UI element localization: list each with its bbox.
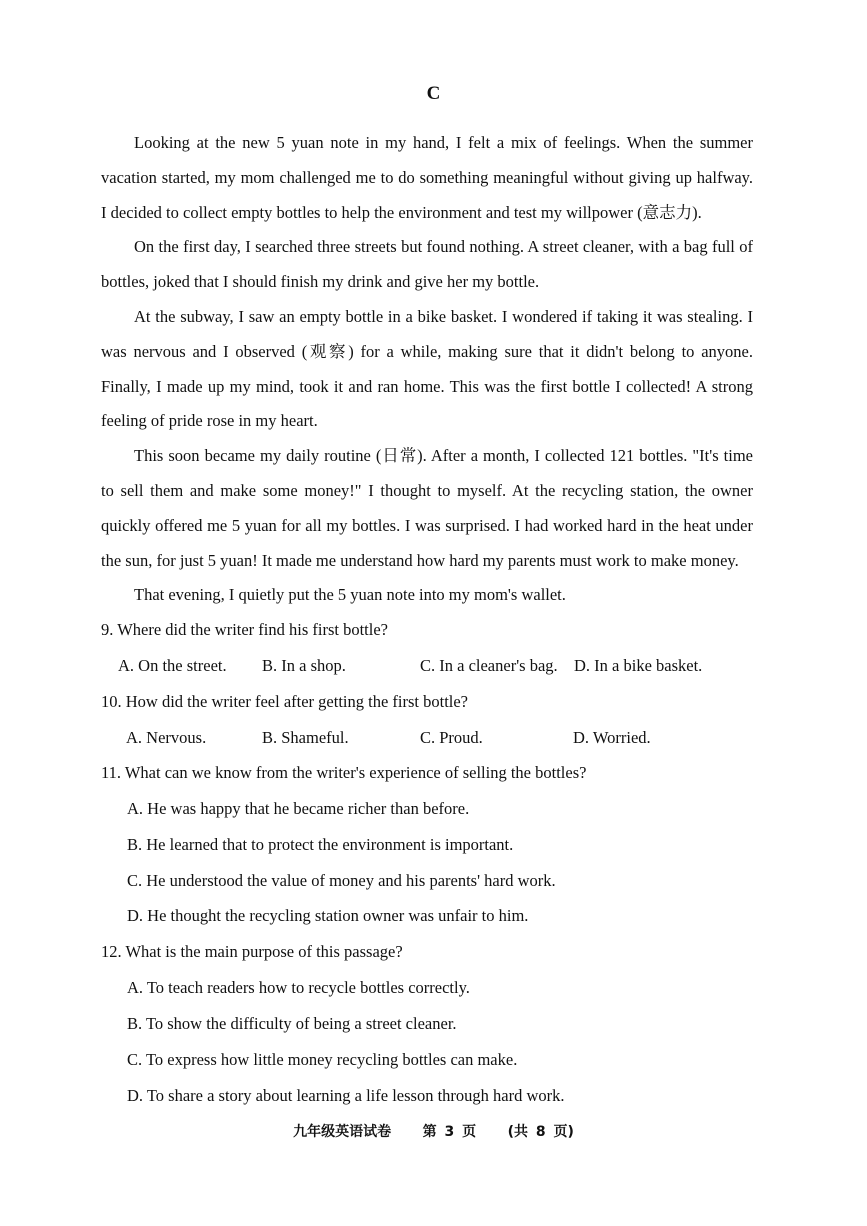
passage-paragraph: This soon became my daily routine (日常). After a month, I collected 121 bottles. "It's time to sell them and make some money!" I thought to myself. At the recycling station, the owner quickly offered me 5 yuan for all my bottles. I was surprised. I had worked hard in the heat under the sun, for just 5 yuan! It made me understand how hard my parents must work to make money.	[101, 446, 753, 570]
option-a: A. He was happy that he became richer than before.	[127, 799, 470, 818]
option-d: D. Worried.	[573, 727, 651, 747]
page-total: (共 8 页)	[507, 1124, 574, 1140]
reading-passage	[101, 126, 753, 613]
question-9	[101, 612, 781, 684]
question-stem: 11. What can we know from the writer's experience of selling the bottles?	[101, 763, 587, 782]
passage-paragraph: That evening, I quietly put the 5 yuan note into my mom's wallet.	[134, 585, 566, 605]
option-row	[101, 720, 781, 756]
option-c: C. Proud.	[420, 727, 483, 747]
question-11	[101, 755, 781, 934]
option-a: A. To teach readers how to recycle bottles correctly.	[127, 978, 470, 998]
option-a: A. On the street.	[118, 656, 227, 675]
option-a: A. Nervous.	[126, 727, 207, 747]
question-10	[101, 684, 781, 756]
option-d: D. In a bike basket.	[574, 656, 703, 675]
option-b: B. He learned that to protect the environment is important.	[127, 834, 514, 854]
question-list	[101, 612, 781, 1113]
passage-paragraph: Looking at the new 5 yuan note in my hand, I felt a mix of feelings. When the summer vacation started, my mom challenged me to do something meaningful without giving up halfway. I decided to collect empty bottles to help the environment and test my willpower (意志力).	[101, 133, 753, 222]
question-stem: 10. How did the writer feel after getting the first bottle?	[101, 691, 469, 711]
option-c: C. He understood the value of money and his parents' hard work.	[127, 870, 556, 890]
option-d: D. He thought the recycling station owner was unfair to him.	[127, 906, 529, 926]
page-number: 第 3 页	[422, 1124, 477, 1140]
section-heading: C	[426, 83, 441, 104]
page-footer	[0, 1122, 867, 1142]
question-stem: 9. Where did the writer find his first bottle?	[101, 620, 388, 639]
passage-paragraph: At the subway, I saw an empty bottle in a bike basket. I wondered if taking it was stealing. I was nervous and I observed (观察) for a while, making sure that it didn't belong to anyone. Finally, I made up my mind, took it and ran home. This was the first bottle I collected! A strong feeling of pride rose in my heart.	[101, 306, 753, 431]
option-b: B. Shameful.	[262, 727, 349, 747]
option-c: C. To express how little money recycling bottles can make.	[127, 1049, 518, 1069]
option-b: B. In a shop.	[262, 656, 346, 675]
passage-paragraph: On the first day, I searched three streets but found nothing. A street cleaner, with a bag full of bottles, joked that I should finish my drink and give her my bottle.	[101, 237, 753, 292]
question-12	[101, 934, 781, 1113]
option-b: B. To show the difficulty of being a street cleaner.	[127, 1013, 457, 1033]
question-stem: 12. What is the main purpose of this passage?	[101, 942, 403, 962]
exam-title: 九年级英语试卷	[293, 1124, 392, 1140]
option-d: D. To share a story about learning a life lesson through hard work.	[127, 1085, 565, 1105]
option-row	[101, 648, 781, 684]
option-c: C. In a cleaner's bag.	[420, 656, 558, 675]
